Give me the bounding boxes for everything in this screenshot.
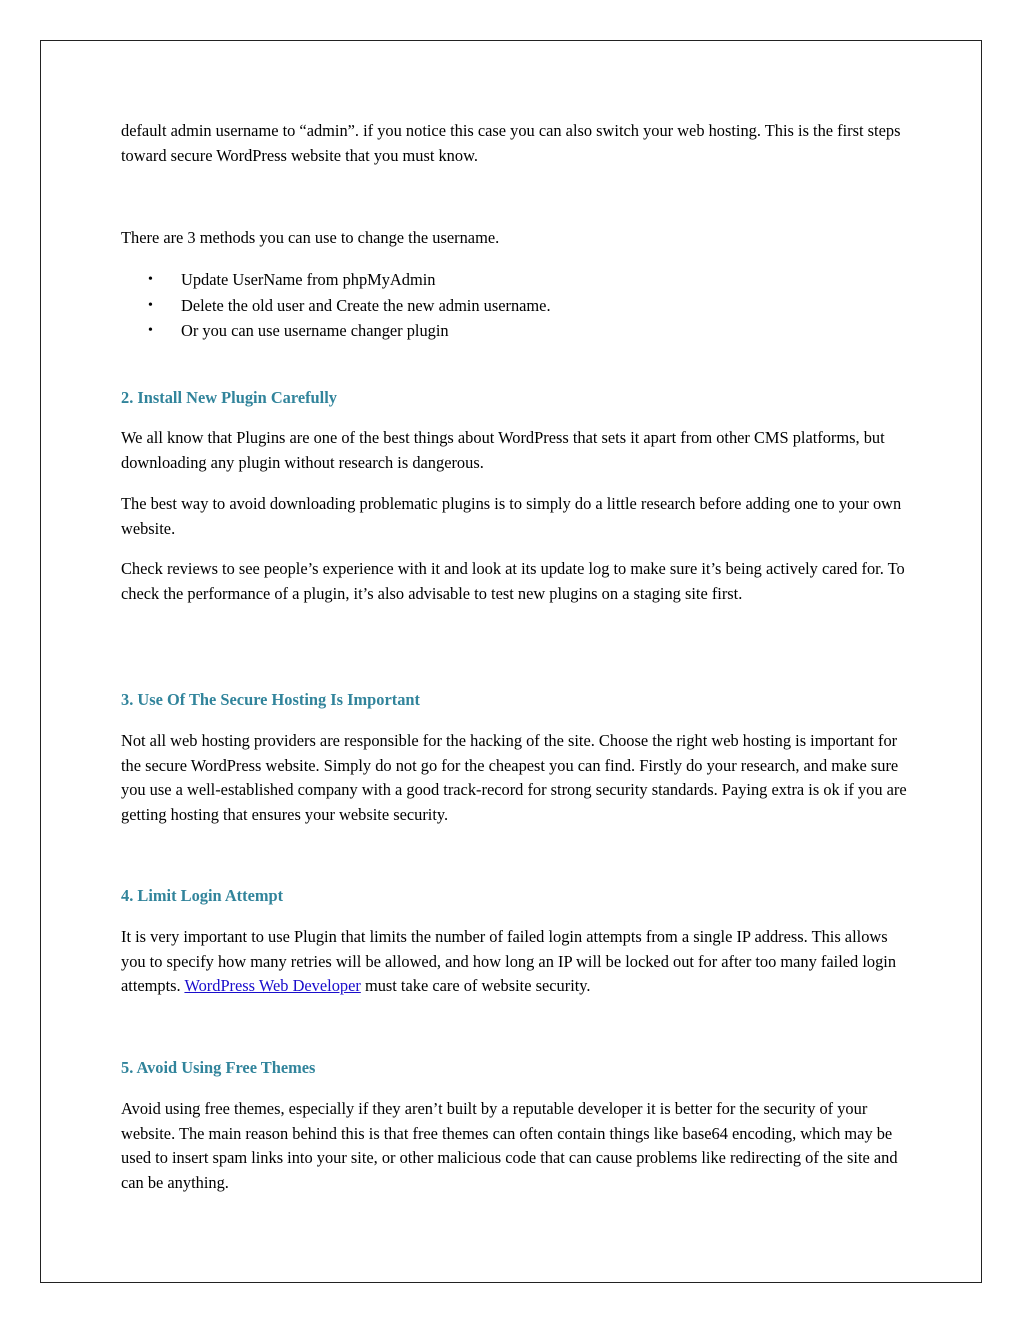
methods-list [121, 268, 911, 345]
section-heading-free-themes: 5. Avoid Using Free Themes [121, 1058, 316, 1077]
paragraph-text: It is very important to use Plugin that limits the number of failed login attempts from a single IP address. This allows you to specify how many retries will be allowed, and how long an IP will be locked out for after too many failed login attempts. [121, 927, 897, 995]
section-paragraph: We all know that Plugins are one of the best things about WordPress that sets it apart from other CMS platforms, but downloading any plugin without research is dangerous. [121, 428, 885, 472]
bullet-icon: • [148, 272, 153, 287]
list-item-text: Update UserName from phpMyAdmin [181, 270, 436, 289]
intro-paragraph: default admin username to “admin”. if you notice this case you can also switch your web hosting. This is the first steps toward secure WordPress website that you must know. [121, 121, 901, 165]
bullet-icon: • [148, 323, 153, 338]
section-paragraph: Avoid using free themes, especially if they aren’t built by a reputable developer it is better for the security of your website. The main reason behind this is that free themes can often contain things like base64 encoding, which may be used to insert spam links into your site, or other malicious code that can cause problems like redirecting of the site and can be anything. [121, 1099, 898, 1192]
paragraph-text: must take care of website security. [360, 976, 591, 995]
section-heading-limit-login: 4. Limit Login Attempt [121, 886, 284, 905]
section-paragraph-with-link [121, 925, 911, 999]
list-item-text: Or you can use username changer plugin [181, 321, 449, 340]
methods-intro: There are 3 methods you can use to change the username. [121, 228, 500, 247]
list-item [121, 319, 911, 345]
list-item [121, 294, 911, 320]
wordpress-web-developer-link[interactable]: WordPress Web Developer [184, 976, 361, 995]
section-paragraph: The best way to avoid downloading problematic plugins is to simply do a little research before adding one to your own website. [121, 494, 902, 538]
section-heading-install-plugin: 2. Install New Plugin Carefully [121, 388, 337, 407]
list-item [121, 268, 911, 294]
section-paragraph: Check reviews to see people’s experience with it and look at its update log to make sure it’s being actively cared for. To check the performance of a plugin, it’s also advisable to test new plugins on a staging site first. [121, 559, 905, 603]
list-item-text: Delete the old user and Create the new admin username. [181, 295, 551, 315]
document-page [40, 40, 982, 1283]
section-heading-secure-hosting: 3. Use Of The Secure Hosting Is Important [121, 690, 420, 709]
section-paragraph: Not all web hosting providers are responsible for the hacking of the site. Choose the right web hosting is important for the secure WordPress website. Simply do not go for the cheapest you can find. Firstly do your research, and make sure you use a well-established company with a good track-record for strong security standards. Paying extra is ok if you are getting hosting that ensures your website security. [121, 731, 907, 824]
bullet-icon: • [148, 297, 153, 313]
